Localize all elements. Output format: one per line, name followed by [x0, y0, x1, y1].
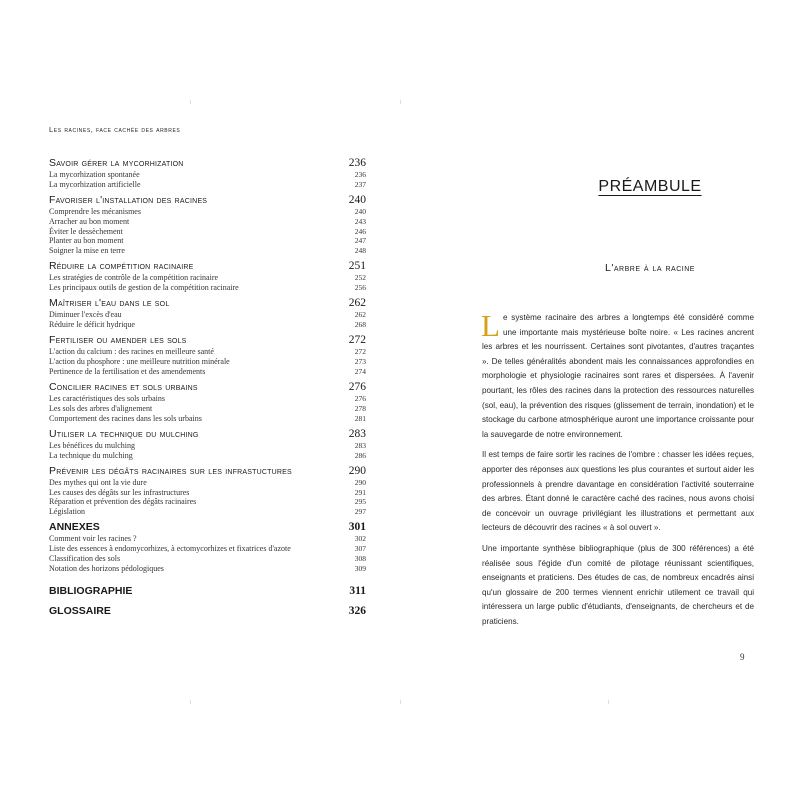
toc-section-page: 276: [348, 381, 366, 394]
toc-section-page: 262: [348, 297, 366, 310]
dropcap: L: [481, 308, 500, 343]
toc-entry-page: 291: [354, 487, 366, 497]
toc-entry-page: 276: [354, 394, 366, 404]
toc-annexes-title: ANNEXES: [49, 521, 100, 534]
toc-section-head: [49, 334, 366, 347]
toc-annexes-page: 301: [348, 521, 366, 534]
toc-section-page: 272: [348, 334, 366, 347]
toc-entry: [49, 273, 366, 283]
toc-entry-page: 281: [354, 413, 366, 423]
toc-entry-label: Comportement des racines dans les sols urbains: [49, 413, 202, 423]
toc-entry-page: 247: [354, 236, 366, 246]
toc-glossaire: [49, 605, 366, 618]
toc-entry-page: 283: [354, 440, 366, 450]
toc-entry: [49, 507, 366, 517]
toc-entry: [49, 236, 366, 246]
toc-section-title: Fertiliser ou amender les sols: [49, 334, 187, 347]
toc-entry: [49, 367, 366, 377]
toc-entry-page: 268: [354, 320, 366, 330]
toc-entry-label: Réparation et prévention des dégâts racinaires: [49, 497, 197, 507]
toc-section-page: 290: [348, 464, 366, 477]
toc-entry-label: Les stratégies de contrôle de la compétition racinaire: [49, 273, 219, 283]
toc-section-title: Savoir gérer la mycorhization: [49, 157, 184, 169]
toc-section-head: [49, 297, 366, 310]
toc-entry-label: L'action du phosphore : une meilleure nutrition minérale: [49, 357, 230, 367]
page-number: 9: [740, 652, 745, 662]
toc-entry: [49, 310, 366, 320]
toc-sections: [49, 157, 366, 517]
toc-entry-page: 256: [354, 283, 366, 293]
toc-entry: [49, 246, 366, 256]
toc-entry-label: Les bénéfices du mulching: [49, 440, 135, 450]
toc-entry-label: Des mythes qui ont la vie dure: [49, 477, 147, 487]
toc-entry-label: Pertinence de la fertilisation et des amendements: [49, 366, 206, 376]
toc-section-head: [49, 260, 366, 273]
paragraph-1-text: e système racinaire des arbres a longtemps été considéré comme une importante mais mystérieuse boîte noire. « Les racines ancrent les arbres et les nourrissent. Certaines sont pivotantes, d'autres traçantes ». De telles généralités abondent mais les connaissances approfondies en morphologie et physiologie racinaires sont rares et dispersées. À l'avenir pourtant, les rôles des racines dans la protection des ressources naturelles (sol, eau), la prévention des risques (glissement de terrain, inondation) et le stockage du carbone atmosphérique auront une importance croissante pour la sauvegarde de notre environnement.: [482, 313, 754, 439]
toc-entry: [49, 320, 366, 330]
toc-entry: [49, 357, 366, 367]
toc-entry-label: La technique du mulching: [49, 450, 133, 460]
toc-section: [49, 260, 366, 293]
toc-entry: [49, 534, 366, 544]
toc-entry: [49, 544, 366, 554]
toc-section-page: 240: [348, 193, 366, 206]
toc-entry-label: Comment voir les racines ?: [49, 534, 137, 544]
toc-entry-page: 278: [354, 403, 366, 413]
toc-entry-page: 273: [354, 357, 366, 367]
toc-section: [49, 465, 366, 517]
toc-entry-page: 262: [354, 310, 366, 320]
running-head: Les racines, face cachée des arbres: [49, 125, 181, 134]
toc-annexes-head: [49, 521, 366, 534]
toc-annexes-entries: [49, 534, 366, 573]
toc-entry-label: Les caractéristiques des sols urbains: [49, 394, 165, 404]
toc-entry-label: La mycorhization spontanée: [49, 170, 140, 179]
toc-section-title: Utiliser la technique du mulching: [49, 427, 199, 440]
toc-entry-page: 307: [354, 544, 366, 554]
toc-section-head: [49, 381, 366, 394]
toc-entry: [49, 404, 366, 414]
toc-section-head: [49, 194, 366, 207]
toc-entry-page: 286: [354, 450, 366, 460]
toc-entry-page: 274: [354, 366, 366, 376]
page-title: PRÉAMBULE: [598, 178, 702, 195]
toc-entry: [49, 564, 366, 574]
toc-section-title: Maîtriser l'eau dans le sol: [49, 297, 170, 310]
toc-entry-page: 272: [354, 347, 366, 357]
toc-entry: [49, 497, 366, 507]
toc-section-head: [49, 465, 366, 478]
toc-entry: [49, 451, 366, 461]
toc-glossaire-title: GLOSSAIRE: [49, 605, 111, 618]
toc-section: [49, 157, 366, 190]
toc-entry: [49, 394, 366, 404]
toc-entry-label: Réduire le déficit hydrique: [49, 320, 135, 330]
toc-section: [49, 194, 366, 256]
toc-entry-label: Diminuer l'excès d'eau: [49, 310, 122, 320]
toc-entry-page: 243: [354, 216, 366, 226]
toc-section-page: 251: [348, 260, 366, 273]
toc-entry-page: 290: [354, 477, 366, 487]
toc-entry-label: La mycorhization artificielle: [49, 179, 141, 189]
toc-entry: [49, 227, 366, 237]
toc-section-title: Favoriser l'installation des racines: [49, 193, 208, 206]
toc-annexes: [49, 521, 366, 573]
toc-section-title: Réduire la compétition racinaire: [49, 260, 194, 273]
toc-entry-label: Législation: [49, 507, 85, 517]
toc-entry-label: L'action du calcium : des racines en meilleure santé: [49, 347, 214, 357]
toc-entry: [49, 217, 366, 227]
toc-entry-label: Comprendre les mécanismes: [49, 206, 141, 216]
toc-entry-page: 302: [354, 534, 366, 544]
toc-section: [49, 428, 366, 461]
toc-entry: [49, 441, 366, 451]
toc-section: [49, 334, 366, 376]
toc-entry: [49, 488, 366, 498]
toc-section-page: 283: [348, 427, 366, 440]
toc-bibliographie: [49, 585, 366, 598]
toc-entry-page: 248: [354, 246, 366, 256]
toc-entry-page: 240: [354, 206, 366, 216]
toc-entry-label: Classification des sols: [49, 554, 121, 564]
toc-entry-label: Soigner la mise en terre: [49, 246, 125, 256]
toc-section: [49, 297, 366, 330]
toc-entry: [49, 283, 366, 293]
toc-entry: [49, 207, 366, 217]
toc-entry: [49, 347, 366, 357]
toc-entry-page: 309: [354, 563, 366, 573]
toc-section: [49, 381, 366, 423]
toc-entry-page: 252: [354, 273, 366, 283]
toc-entry-page: 308: [354, 554, 366, 564]
toc-entry-page: 237: [354, 179, 366, 189]
right-page: [400, 0, 800, 800]
paragraph-1: [481, 308, 754, 442]
page-subtitle: L'arbre à la racine: [605, 262, 695, 274]
toc-entry: [49, 478, 366, 488]
toc-bibliographie-page: 311: [349, 585, 366, 598]
toc-entry-page: 236: [354, 170, 366, 179]
toc-section-head: [49, 428, 366, 441]
body-text: [481, 308, 754, 635]
toc-entry-label: Les principaux outils de gestion de la compétition racinaire: [49, 283, 239, 293]
toc-entry-label: Les sols des arbres d'alignement: [49, 403, 153, 413]
toc-entry: [49, 554, 366, 564]
toc-entry-label: Planter au bon moment: [49, 236, 124, 246]
toc-entry-page: 246: [354, 226, 366, 236]
toc-entry-label: Les causes des dégâts sur les infrastructures: [49, 487, 190, 497]
table-of-contents: [49, 157, 366, 618]
toc-glossaire-page: 326: [348, 605, 366, 618]
paragraph-3: Une importante synthèse bibliographique (plus de 300 références) a été réalisée sous l'égide d'un comité de pilotage réunissant scientifiques, enseignants et praticiens. Des études de cas, de nombreux encadrés ainsi qu'un glossaire de 200 termes viennent enrichir utilement ce travail qui intéressera un large public d'étudiants, d'enseignants, de chercheurs et de praticiens.: [482, 543, 754, 626]
toc-entry-page: 295: [354, 497, 366, 507]
toc-section-title: Prévenir les dégâts racinaires sur les infrastuctures: [49, 464, 292, 477]
toc-section-title: Concilier racines et sols urbains: [49, 381, 198, 394]
toc-entry-label: Notation des horizons pédologiques: [49, 563, 164, 573]
toc-entry-label: Arracher au bon moment: [49, 216, 130, 226]
toc-entry-label: Liste des essences à endomycorhizes, à ectomycorhizes et fixatrices d'azote: [49, 544, 291, 554]
paragraph-2: Il est temps de faire sortir les racines de l'ombre : chasser les idées reçues, apporter des réponses aux questions les plus courantes et surtout aider les professionnels à prendre davantage en considération l'activité souterraine des arbres. Étant donné le caractère caché des racines, nous avons choisi de concevoir un ouvrage privilégiant les illustrations et permettant aux lecteurs de découvrir des racines « à sol ouvert ».: [482, 450, 754, 533]
toc-bibliographie-title: BIBLIOGRAPHIE: [49, 585, 133, 598]
toc-entry: [49, 414, 366, 424]
toc-entry: [49, 180, 366, 190]
toc-section-head: [49, 157, 366, 170]
toc-entry-page: 297: [354, 507, 366, 517]
toc-entry-label: Éviter le dessèchement: [49, 226, 123, 236]
toc-section-page: 236: [348, 157, 366, 169]
toc-entry: [49, 170, 366, 180]
